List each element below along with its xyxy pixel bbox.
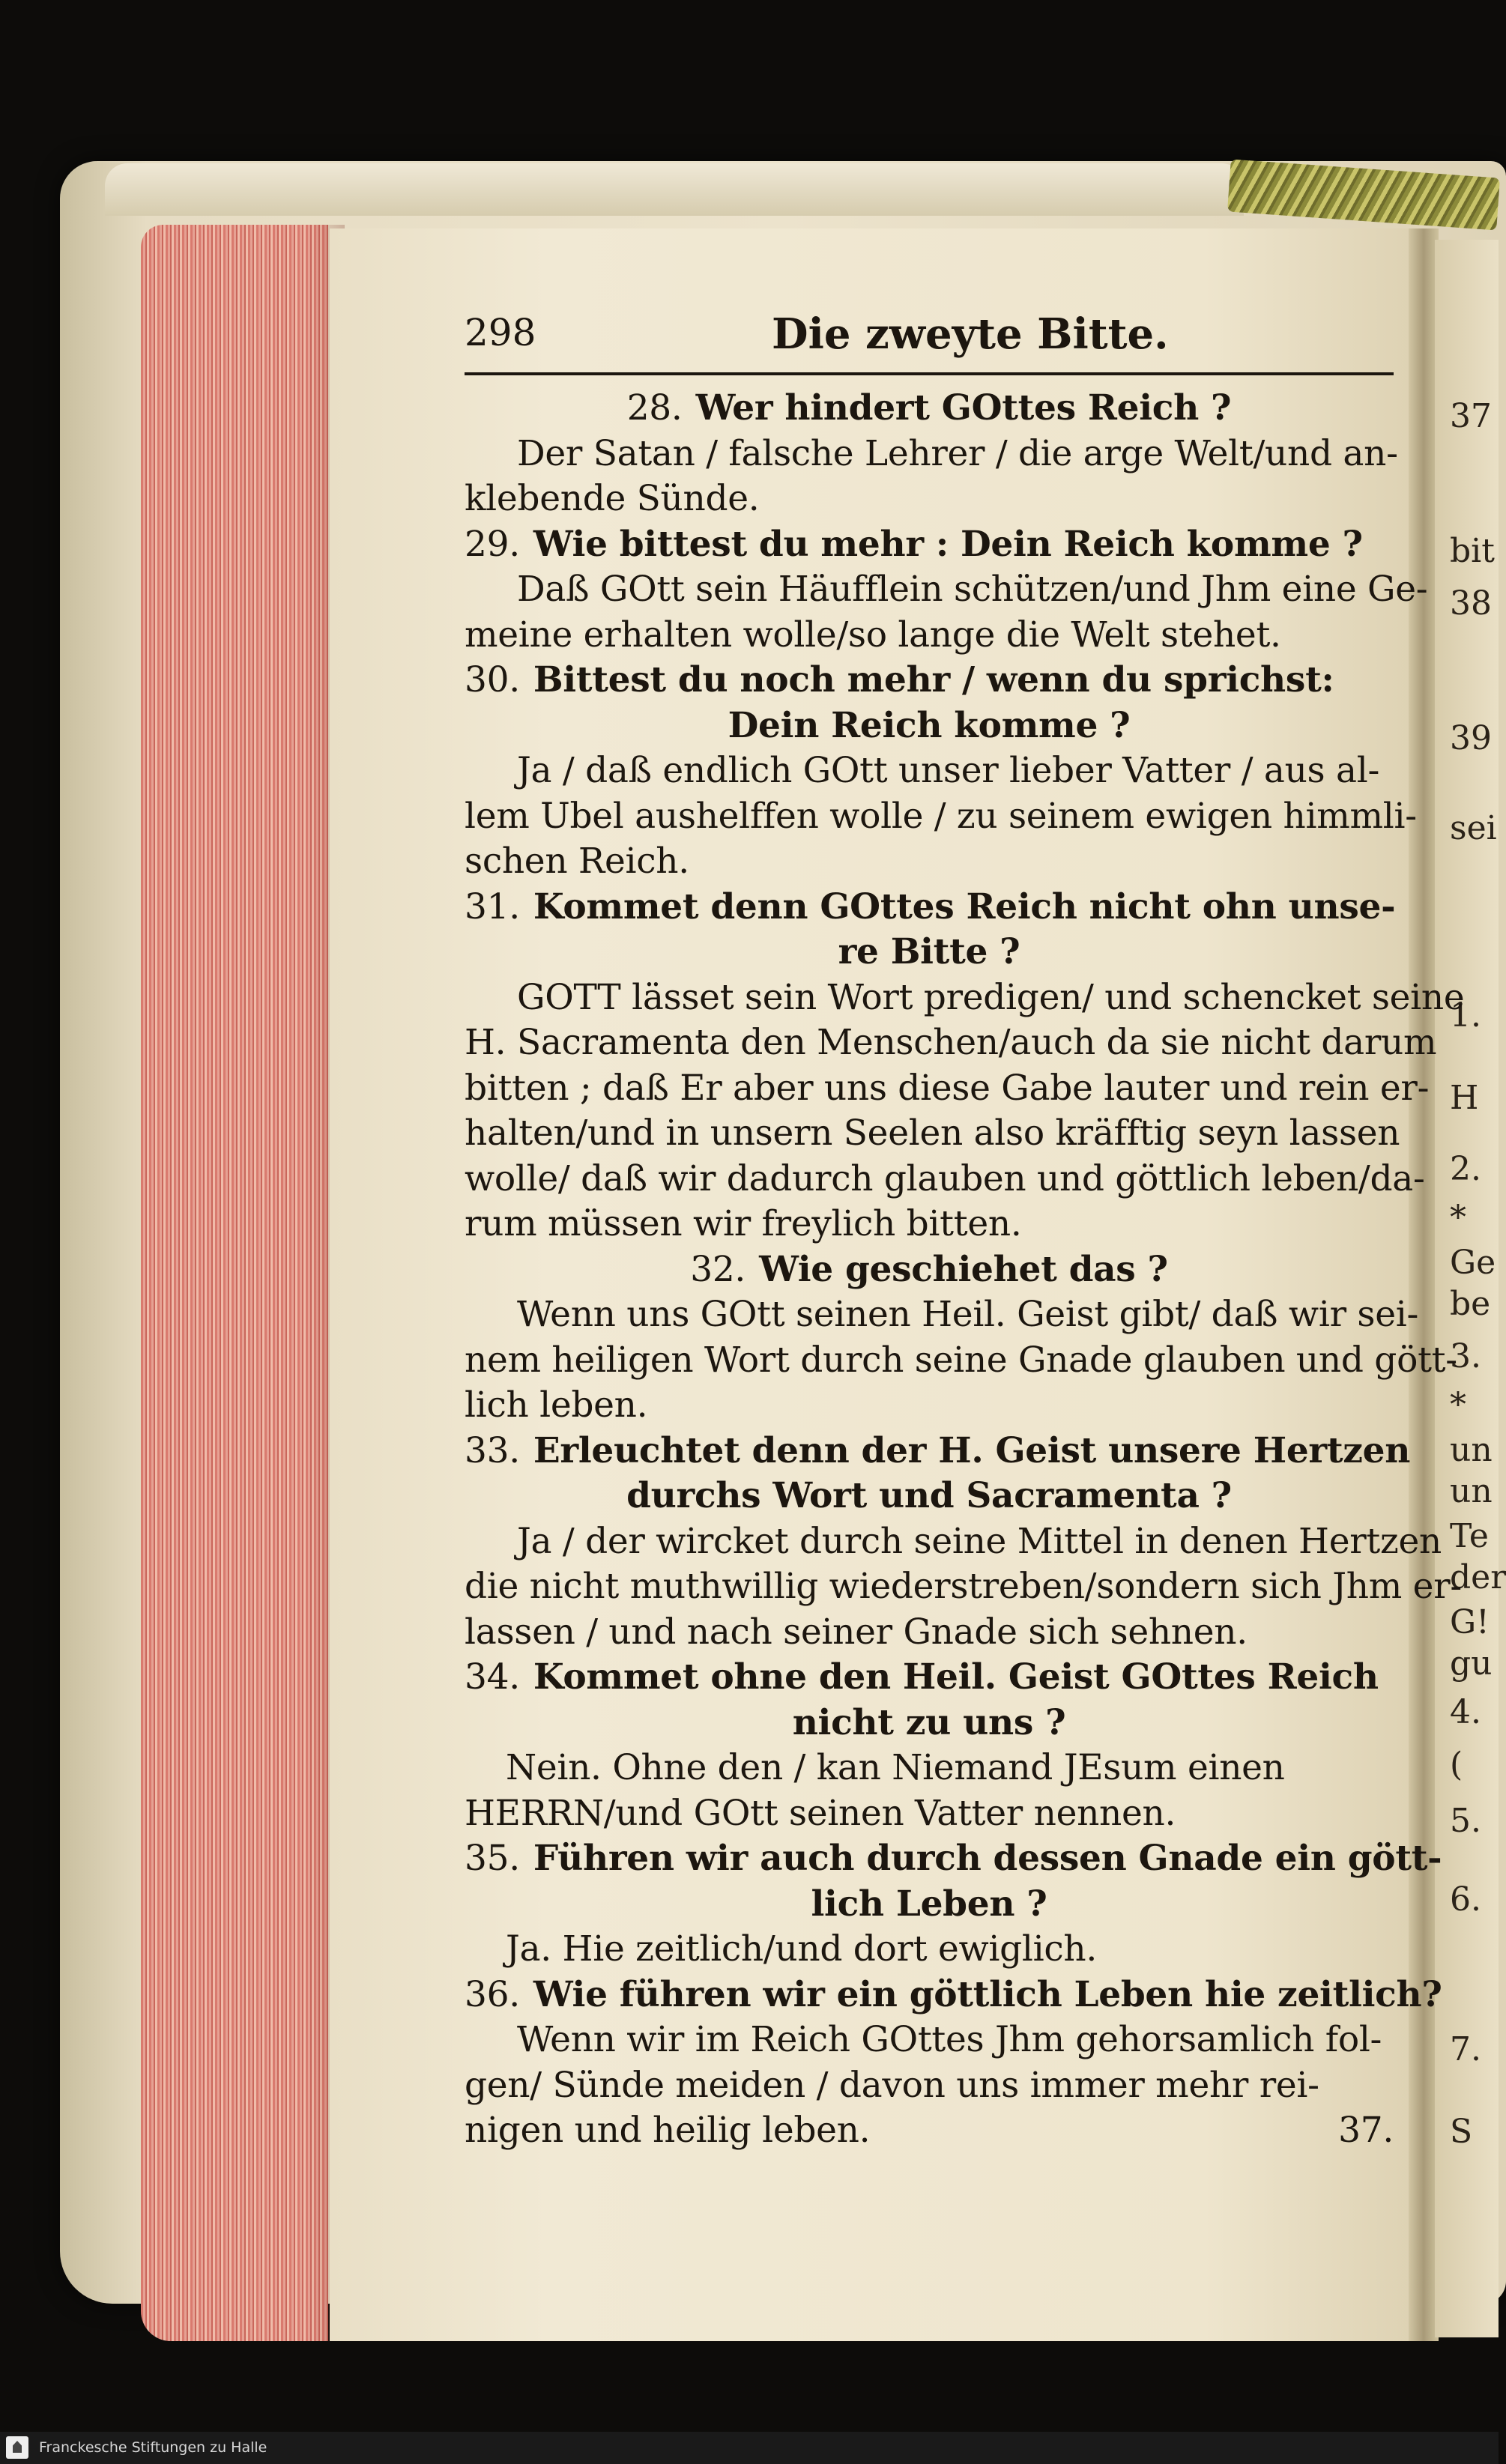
facing-page-fragment — [1435, 240, 1506, 2337]
question-number: 28. — [626, 387, 683, 429]
facing-page-line: 2. — [1450, 1150, 1481, 1188]
text-line — [465, 1610, 1394, 1655]
facing-page-line: 37 — [1450, 397, 1492, 435]
catchword: 37. — [1338, 2110, 1394, 2151]
text-line — [465, 2017, 1394, 2062]
line-text: die nicht muthwillig wiederstreben/sondern sich Jhm er- — [465, 1566, 1462, 1607]
facing-page-line: un — [1450, 1472, 1493, 1510]
page-number: 298 — [465, 311, 536, 354]
line-text: Nein. Ohne den / kan Niemand JEsum einen — [506, 1747, 1285, 1788]
red-page-edges — [141, 225, 328, 2341]
line-text: klebende Sünde. — [465, 478, 760, 519]
facing-page-line: S — [1450, 2113, 1473, 2151]
text-line — [465, 1519, 1442, 1564]
facing-page-line: 7. — [1450, 2030, 1481, 2068]
facing-page-line: H — [1450, 1079, 1479, 1117]
text-line — [465, 1746, 1394, 1791]
line-text: meine erhalten wolle/so lange die Welt stehet. — [465, 614, 1281, 656]
running-title: Die zweyte Bitte. — [772, 309, 1169, 359]
line-text: gen/ Sünde meiden / davon uns immer mehr rei- — [465, 2064, 1319, 2106]
text-line — [465, 885, 1394, 930]
line-text: Dein Reich komme ? — [728, 704, 1131, 746]
facing-page-line: 5. — [1450, 1802, 1481, 1840]
text-line — [465, 2108, 1394, 2153]
line-text: Ja / der wircket durch seine Mittel in denen Hertzen — [517, 1520, 1442, 1562]
text-line — [465, 794, 1417, 839]
text-line — [465, 1157, 1425, 1202]
facing-page-line: G! — [1450, 1603, 1490, 1641]
facing-page-line: der — [1450, 1558, 1506, 1596]
line-text: H. Sacramenta den Menschen/auch da sie nicht darum — [465, 1022, 1437, 1063]
line-text: Kommet denn GOttes Reich nicht ohn unse- — [533, 886, 1396, 927]
page-text-block — [465, 309, 1465, 2151]
facing-page-line: sei — [1450, 809, 1497, 847]
text-line — [465, 930, 1394, 975]
text-line — [465, 1429, 1411, 1474]
text-line — [465, 1247, 1394, 1292]
binding-top-edge — [105, 163, 1244, 216]
question-number: 33. — [465, 1429, 520, 1471]
text-line — [465, 1202, 1394, 1247]
line-text: halten/und in unsern Seelen also kräfftig seyn lassen — [465, 1113, 1400, 1154]
facing-page-line: 3. — [1450, 1337, 1481, 1375]
text-line — [465, 567, 1428, 612]
running-head — [465, 311, 1394, 371]
line-text: nem heiligen Wort durch seine Gnade glauben und gött- — [465, 1339, 1457, 1381]
question-number: 32. — [690, 1248, 746, 1290]
text-line — [465, 1836, 1442, 1881]
text-line — [465, 386, 1394, 431]
text-line — [465, 839, 1394, 884]
line-text: Führen wir auch durch dessen Gnade ein gött- — [533, 1838, 1442, 1879]
line-text: Erleuchtet denn der H. Geist unsere Hertzen — [533, 1429, 1411, 1471]
line-text: GOTT lässet sein Wort predigen/ und schencket seine — [517, 976, 1465, 1018]
line-text: Bittest du noch mehr / wenn du sprichst: — [533, 659, 1334, 700]
text-line — [465, 1564, 1462, 1609]
footer-credit: Franckesche Stiftungen zu Halle — [39, 2439, 267, 2456]
question-number: 29. — [465, 523, 520, 565]
line-text: HERRN/und GOtt seinen Vatter nennen. — [465, 1792, 1176, 1834]
text-line — [465, 1066, 1430, 1111]
question-number: 35. — [465, 1838, 520, 1879]
facing-page-line: 38 — [1450, 584, 1492, 623]
facing-page-line: be — [1450, 1285, 1491, 1323]
line-text: wolle/ daß wir dadurch glauben und göttlich leben/da- — [465, 1157, 1425, 1199]
question-number: 30. — [465, 659, 520, 700]
book-gutter — [1409, 228, 1439, 2341]
text-line — [465, 1338, 1457, 1383]
text-line — [465, 1973, 1442, 2017]
text-line — [465, 1791, 1394, 1836]
line-text: Kommet ohne den Heil. Geist GOttes Reich — [533, 1656, 1379, 1698]
line-text: Wie geschiehet das ? — [759, 1248, 1168, 1290]
line-text: nicht zu uns ? — [792, 1701, 1066, 1743]
line-text: rum müssen wir freylich bitten. — [465, 1203, 1022, 1244]
text-line — [465, 1655, 1394, 1700]
text-line — [465, 1383, 1394, 1428]
text-line — [465, 1882, 1394, 1927]
text-line — [465, 476, 1394, 521]
text-line — [465, 1474, 1394, 1519]
text-line — [465, 703, 1394, 748]
footer-bar — [0, 2432, 1499, 2464]
line-text: Ja. Hie zeitlich/und dort ewiglich. — [506, 1928, 1098, 1970]
facing-page-line: * — [1450, 1386, 1466, 1424]
line-text: Ja / daß endlich GOtt unser lieber Vatter / aus al- — [517, 750, 1380, 791]
text-line — [465, 975, 1465, 1020]
line-text: re Bitte ? — [838, 931, 1020, 972]
line-text: bitten ; daß Er aber uns diese Gabe lauter und rein er- — [465, 1067, 1430, 1109]
line-text: Der Satan / falsche Lehrer / die arge Welt/und an- — [517, 432, 1398, 474]
text-line — [465, 748, 1394, 793]
line-text: Wenn uns GOtt seinen Heil. Geist gibt/ daß wir sei- — [517, 1294, 1419, 1335]
facing-page-line: gu — [1450, 1644, 1493, 1683]
text-line — [465, 658, 1394, 703]
text-line — [465, 1927, 1394, 1972]
line-text: lem Ubel aushelffen wolle / zu seinem ewigen himmli- — [465, 795, 1417, 837]
facing-page-line: bit — [1450, 532, 1495, 570]
line-text: nigen und heilig leben. — [465, 2110, 871, 2151]
line-text: lich Leben ? — [811, 1883, 1047, 1925]
institution-logo-icon — [6, 2436, 28, 2459]
question-number: 34. — [465, 1656, 520, 1698]
line-text: Wer hindert GOttes Reich ? — [695, 387, 1232, 429]
facing-page-line: un — [1450, 1431, 1493, 1469]
head-rule — [465, 372, 1394, 375]
text-line — [465, 613, 1394, 658]
question-number: 31. — [465, 886, 520, 927]
facing-page-line: 1. — [1450, 996, 1481, 1035]
facing-page-line: 4. — [1450, 1693, 1481, 1731]
facing-page-line: Ge — [1450, 1244, 1496, 1282]
text-line — [465, 1111, 1400, 1156]
text-line — [465, 1292, 1419, 1337]
line-text: Wie führen wir ein göttlich Leben hie zeitlich? — [533, 1973, 1442, 2015]
line-text: lassen / und nach seiner Gnade sich sehnen. — [465, 1611, 1248, 1653]
line-text: durchs Wort und Sacramenta ? — [626, 1475, 1232, 1516]
facing-page-line: 6. — [1450, 1880, 1481, 1919]
line-text: lich leben. — [465, 1384, 648, 1426]
line-text: Wie bittest du mehr : Dein Reich komme ? — [533, 523, 1363, 565]
question-number: 36. — [465, 1973, 520, 2015]
facing-page-line: Te — [1450, 1517, 1489, 1555]
text-line — [465, 522, 1394, 567]
text-line — [465, 1020, 1437, 1065]
text-line — [465, 2063, 1394, 2108]
text-line — [465, 1701, 1394, 1746]
line-text: Daß GOtt sein Häufflein schützen/und Jhm eine Ge- — [517, 569, 1428, 610]
line-text: Wenn wir im Reich GOttes Jhm gehorsamlich fol- — [517, 2019, 1382, 2060]
facing-page-line: * — [1450, 1199, 1466, 1237]
text-line — [465, 432, 1398, 476]
line-text: schen Reich. — [465, 841, 689, 882]
facing-page-line: ( — [1450, 1746, 1463, 1784]
facing-page-line: 39 — [1450, 719, 1492, 757]
